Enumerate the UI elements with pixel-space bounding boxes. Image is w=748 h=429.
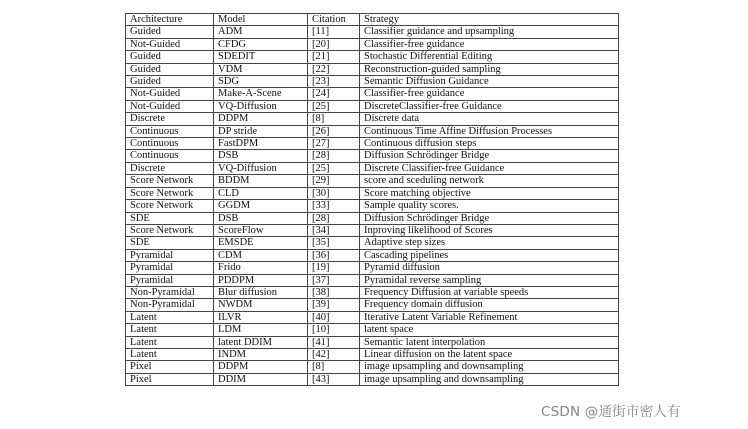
cell-strategy: Cascading pipelines bbox=[360, 249, 619, 261]
cell-architecture: Pixel bbox=[126, 361, 214, 373]
cell-architecture: Continuous bbox=[126, 125, 214, 137]
header-citation: Citation bbox=[308, 14, 360, 26]
table-row bbox=[126, 38, 619, 50]
cell-architecture: Latent bbox=[126, 336, 214, 348]
cell-strategy: Frequency domain diffusion bbox=[360, 299, 619, 311]
table-row bbox=[126, 125, 619, 137]
header-model: Model bbox=[214, 14, 308, 26]
cell-citation: [28] bbox=[308, 150, 360, 162]
cell-architecture: Guided bbox=[126, 63, 214, 75]
table-row bbox=[126, 348, 619, 360]
cell-strategy: Continuous diffusion steps bbox=[360, 138, 619, 150]
cell-model: SDEDIT bbox=[214, 51, 308, 63]
cell-architecture: Continuous bbox=[126, 138, 214, 150]
cell-architecture: SDE bbox=[126, 212, 214, 224]
table-row bbox=[126, 274, 619, 286]
cell-citation: [8] bbox=[308, 113, 360, 125]
cell-architecture: Not-Guided bbox=[126, 88, 214, 100]
cell-model: VDM bbox=[214, 63, 308, 75]
cell-citation: [39] bbox=[308, 299, 360, 311]
cell-model: CFDG bbox=[214, 38, 308, 50]
cell-model: DDPM bbox=[214, 113, 308, 125]
cell-model: ILVR bbox=[214, 311, 308, 323]
cell-model: Frido bbox=[214, 262, 308, 274]
cell-model: LDM bbox=[214, 324, 308, 336]
cell-citation: [38] bbox=[308, 286, 360, 298]
cell-strategy: Frequency Diffusion at variable speeds bbox=[360, 286, 619, 298]
cell-citation: [35] bbox=[308, 237, 360, 249]
cell-citation: [19] bbox=[308, 262, 360, 274]
cell-strategy: Classifier-free guidance bbox=[360, 88, 619, 100]
cell-model: latent DDIM bbox=[214, 336, 308, 348]
cell-citation: [25] bbox=[308, 100, 360, 112]
cell-architecture: Non-Pyramidal bbox=[126, 286, 214, 298]
cell-strategy: Score matching objective bbox=[360, 187, 619, 199]
cell-strategy: Reconstruction-guided sampling bbox=[360, 63, 619, 75]
cell-citation: [28] bbox=[308, 212, 360, 224]
cell-strategy: score and sceduling network bbox=[360, 175, 619, 187]
cell-citation: [25] bbox=[308, 162, 360, 174]
cell-strategy: Sample quality scores. bbox=[360, 200, 619, 212]
table-row bbox=[126, 311, 619, 323]
cell-model: BDDM bbox=[214, 175, 308, 187]
cell-strategy: Semantic Diffusion Guidance bbox=[360, 76, 619, 88]
cell-architecture: Latent bbox=[126, 324, 214, 336]
cell-architecture: Guided bbox=[126, 51, 214, 63]
cell-strategy: Stochastic Differential Editing bbox=[360, 51, 619, 63]
cell-architecture: Score Network bbox=[126, 187, 214, 199]
cell-architecture: Pixel bbox=[126, 373, 214, 385]
cell-model: DP stride bbox=[214, 125, 308, 137]
watermark: CSDN @通街市密人有 bbox=[541, 404, 681, 420]
cell-architecture: Latent bbox=[126, 311, 214, 323]
cell-architecture: Guided bbox=[126, 76, 214, 88]
cell-strategy: Continuous Time Affine Diffusion Processes bbox=[360, 125, 619, 137]
cell-strategy: latent space bbox=[360, 324, 619, 336]
table-row bbox=[126, 249, 619, 261]
table-row bbox=[126, 187, 619, 199]
cell-model: DDIM bbox=[214, 373, 308, 385]
cell-strategy: Inproving likelihood of Scores bbox=[360, 224, 619, 236]
cell-citation: [36] bbox=[308, 249, 360, 261]
cell-citation: [22] bbox=[308, 63, 360, 75]
cell-architecture: Discrete bbox=[126, 162, 214, 174]
table-row bbox=[126, 51, 619, 63]
cell-strategy: DiscreteClassifier-free Guidance bbox=[360, 100, 619, 112]
header-architecture: Architecture bbox=[126, 14, 214, 26]
table-row bbox=[126, 200, 619, 212]
cell-strategy: Discrete data bbox=[360, 113, 619, 125]
table-row bbox=[126, 76, 619, 88]
cell-citation: [24] bbox=[308, 88, 360, 100]
cell-citation: [41] bbox=[308, 336, 360, 348]
cell-citation: [23] bbox=[308, 76, 360, 88]
cell-model: CLD bbox=[214, 187, 308, 199]
cell-strategy: Classifier-free guidance bbox=[360, 38, 619, 50]
cell-strategy: Diffusion Schrödinger Bridge bbox=[360, 150, 619, 162]
table-row bbox=[126, 262, 619, 274]
table-row bbox=[126, 361, 619, 373]
table-row bbox=[126, 162, 619, 174]
table-row bbox=[126, 138, 619, 150]
table-row bbox=[126, 336, 619, 348]
table-row bbox=[126, 237, 619, 249]
cell-architecture: Score Network bbox=[126, 175, 214, 187]
cell-citation: [30] bbox=[308, 187, 360, 199]
table-row bbox=[126, 224, 619, 236]
table-row bbox=[126, 373, 619, 385]
cell-citation: [34] bbox=[308, 224, 360, 236]
cell-strategy: Linear diffusion on the latent space bbox=[360, 348, 619, 360]
cell-architecture: Score Network bbox=[126, 200, 214, 212]
model-strategy-table bbox=[125, 13, 619, 386]
cell-citation: [8] bbox=[308, 361, 360, 373]
cell-architecture: Discrete bbox=[126, 113, 214, 125]
cell-citation: [29] bbox=[308, 175, 360, 187]
cell-strategy: Diffusion Schrödinger Bridge bbox=[360, 212, 619, 224]
cell-architecture: Not-Guided bbox=[126, 100, 214, 112]
table-row bbox=[126, 286, 619, 298]
cell-architecture: SDE bbox=[126, 237, 214, 249]
cell-architecture: Non-Pyramidal bbox=[126, 299, 214, 311]
cell-architecture: Pyramidal bbox=[126, 249, 214, 261]
cell-model: Make-A-Scene bbox=[214, 88, 308, 100]
table-row bbox=[126, 100, 619, 112]
cell-architecture: Continuous bbox=[126, 150, 214, 162]
table-row bbox=[126, 212, 619, 224]
table-row bbox=[126, 299, 619, 311]
cell-strategy: image upsampling and downsampling bbox=[360, 361, 619, 373]
table-row bbox=[126, 63, 619, 75]
cell-architecture: Latent bbox=[126, 348, 214, 360]
cell-strategy: Pyramidal reverse sampling bbox=[360, 274, 619, 286]
header-row bbox=[126, 14, 619, 26]
table-body bbox=[126, 26, 619, 386]
header-strategy: Strategy bbox=[360, 14, 619, 26]
cell-model: NWDM bbox=[214, 299, 308, 311]
cell-model: INDM bbox=[214, 348, 308, 360]
cell-strategy: Discrete Classifier-free Guidance bbox=[360, 162, 619, 174]
cell-citation: [27] bbox=[308, 138, 360, 150]
table-row bbox=[126, 26, 619, 38]
cell-model: VQ-Diffusion bbox=[214, 162, 308, 174]
table-row bbox=[126, 113, 619, 125]
cell-citation: [21] bbox=[308, 51, 360, 63]
cell-citation: [11] bbox=[308, 26, 360, 38]
table-row bbox=[126, 175, 619, 187]
cell-strategy: Adaptive step sizes bbox=[360, 237, 619, 249]
cell-strategy: Semantic latent interpolation bbox=[360, 336, 619, 348]
cell-model: ADM bbox=[214, 26, 308, 38]
cell-model: GGDM bbox=[214, 200, 308, 212]
cell-citation: [43] bbox=[308, 373, 360, 385]
cell-architecture: Guided bbox=[126, 26, 214, 38]
cell-model: CDM bbox=[214, 249, 308, 261]
cell-model: DDPM bbox=[214, 361, 308, 373]
cell-model: VQ-Diffusion bbox=[214, 100, 308, 112]
cell-citation: [42] bbox=[308, 348, 360, 360]
cell-model: EMSDE bbox=[214, 237, 308, 249]
cell-model: PDDPM bbox=[214, 274, 308, 286]
cell-architecture: Pyramidal bbox=[126, 274, 214, 286]
table-row bbox=[126, 324, 619, 336]
cell-citation: [37] bbox=[308, 274, 360, 286]
cell-citation: [20] bbox=[308, 38, 360, 50]
cell-architecture: Pyramidal bbox=[126, 262, 214, 274]
cell-strategy: Iterative Latent Variable Refinement bbox=[360, 311, 619, 323]
table-row bbox=[126, 150, 619, 162]
cell-citation: [10] bbox=[308, 324, 360, 336]
table-row bbox=[126, 88, 619, 100]
cell-model: SDG bbox=[214, 76, 308, 88]
cell-architecture: Not-Guided bbox=[126, 38, 214, 50]
cell-strategy: Pyramid diffusion bbox=[360, 262, 619, 274]
cell-citation: [40] bbox=[308, 311, 360, 323]
cell-strategy: image upsampling and downsampling bbox=[360, 373, 619, 385]
cell-model: Blur diffusion bbox=[214, 286, 308, 298]
cell-citation: [26] bbox=[308, 125, 360, 137]
cell-model: DSB bbox=[214, 150, 308, 162]
cell-model: DSB bbox=[214, 212, 308, 224]
cell-model: ScoreFlow bbox=[214, 224, 308, 236]
cell-model: FastDPM bbox=[214, 138, 308, 150]
cell-citation: [33] bbox=[308, 200, 360, 212]
cell-architecture: Score Network bbox=[126, 224, 214, 236]
cell-strategy: Classifier guidance and upsampling bbox=[360, 26, 619, 38]
